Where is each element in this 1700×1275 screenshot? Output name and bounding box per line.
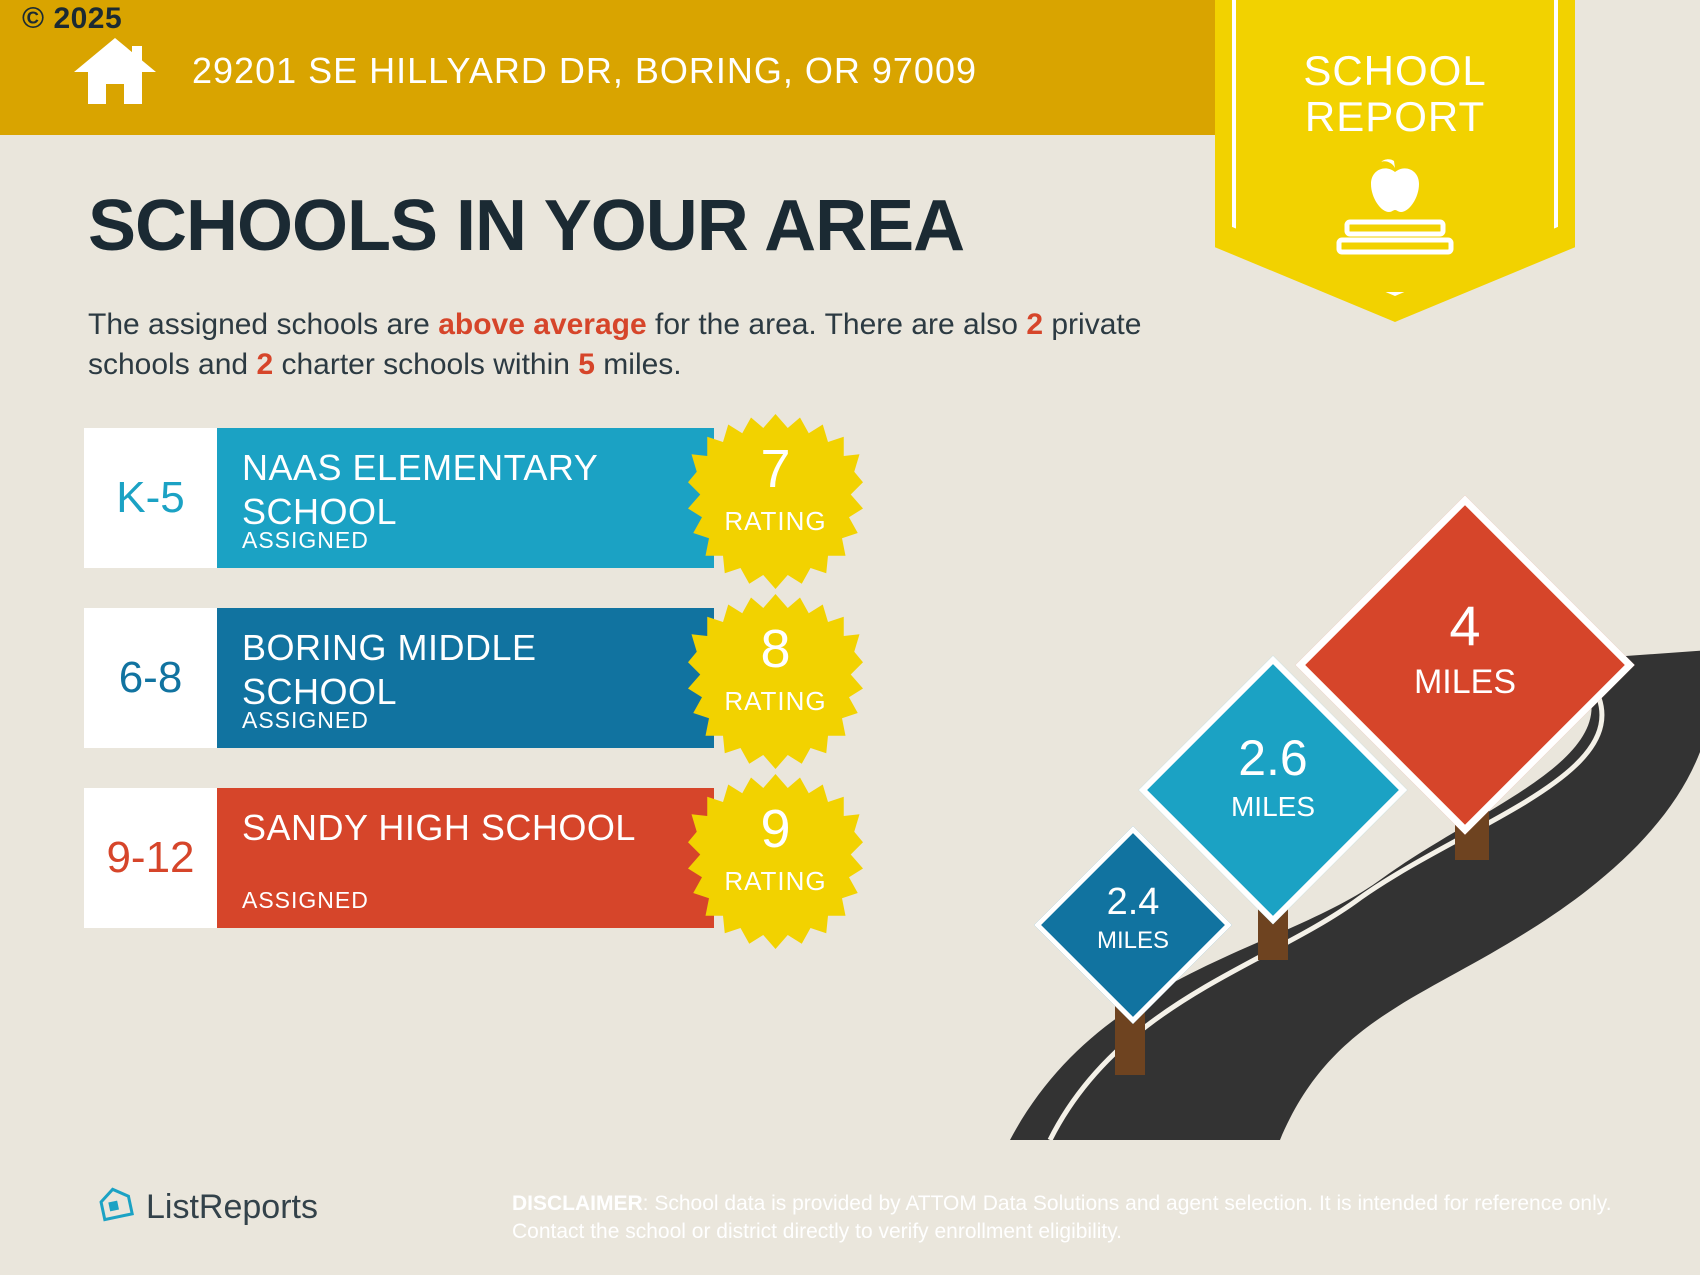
school-rating-value: 7 xyxy=(760,439,791,499)
school-rating-badge xyxy=(688,594,863,769)
disclaimer-label: DISCLAIMER xyxy=(512,1192,643,1215)
copyright-text: © 2025 xyxy=(22,2,123,35)
summary-radius: 5 xyxy=(578,348,595,381)
distance-sign xyxy=(1178,695,1368,885)
school-rating-badge xyxy=(688,414,863,589)
summary-private-count: 2 xyxy=(1026,308,1044,341)
distance-unit: MILES xyxy=(1413,663,1517,701)
school-grade-range: 9-12 xyxy=(84,788,217,928)
badge-title xyxy=(1215,48,1575,140)
distance-unit: MILES xyxy=(1096,927,1170,954)
school-name: BORING MIDDLE SCHOOL xyxy=(242,627,537,712)
school-row xyxy=(84,428,714,568)
school-status: ASSIGNED xyxy=(242,887,369,913)
page-title: SCHOOLS IN YOUR AREA xyxy=(88,186,965,266)
distance-unit: MILES xyxy=(1230,791,1316,822)
school-grade-range: K-5 xyxy=(84,428,217,568)
summary-charter-count: 2 xyxy=(256,348,274,381)
school-status: ASSIGNED xyxy=(242,527,369,553)
school-name: NAAS ELEMENTARY SCHOOL xyxy=(242,447,598,532)
listreports-logo[interactable] xyxy=(92,1185,318,1229)
school-bar xyxy=(217,428,714,568)
school-bar xyxy=(217,788,714,928)
property-address: 29201 SE HILLYARD DR, BORING, OR 97009 xyxy=(192,50,977,91)
school-status: ASSIGNED xyxy=(242,707,369,733)
disclaimer xyxy=(512,1190,1612,1246)
disclaimer-text: : School data is provided by ATTOM Data Solutions and agent selection. It is intended for reference only. Contact the school or district directly to verify enrollment eligibility. xyxy=(512,1192,1612,1243)
school-rating-value: 8 xyxy=(760,619,791,679)
summary-part4: charter schools within xyxy=(273,348,579,381)
school-row xyxy=(84,788,714,928)
school-name: SANDY HIGH SCHOOL xyxy=(242,807,636,848)
school-grade-range: 6-8 xyxy=(84,608,217,748)
listreports-logo-icon xyxy=(92,1185,136,1229)
home-icon xyxy=(72,36,158,106)
summary-part3: private schools and xyxy=(88,308,1142,381)
school-rating-badge xyxy=(688,774,863,949)
school-rating-label: RATING xyxy=(724,506,827,536)
school-rating-value: 9 xyxy=(760,799,791,859)
summary-part5: miles. xyxy=(594,348,682,381)
summary-part2: for the area. There are also xyxy=(646,308,1027,341)
listreports-logo-text: ListReports xyxy=(146,1187,318,1226)
school-rating-label: RATING xyxy=(724,686,827,716)
badge-title-line2: REPORT xyxy=(1304,93,1486,140)
school-rating-label: RATING xyxy=(724,866,827,896)
summary-highlight-rating: above average xyxy=(438,308,647,341)
summary-part1: The assigned schools are xyxy=(88,308,439,341)
distance-value: 2.6 xyxy=(1238,730,1308,786)
badge-title-line1: SCHOOL xyxy=(1303,47,1487,94)
distance-sign xyxy=(1345,545,1585,785)
summary-text xyxy=(88,305,1148,385)
school-bar xyxy=(217,608,714,748)
school-row xyxy=(84,608,714,748)
distance-value: 2.4 xyxy=(1106,881,1160,923)
apple-on-books-icon xyxy=(1215,150,1575,270)
distance-value: 4 xyxy=(1449,594,1481,657)
